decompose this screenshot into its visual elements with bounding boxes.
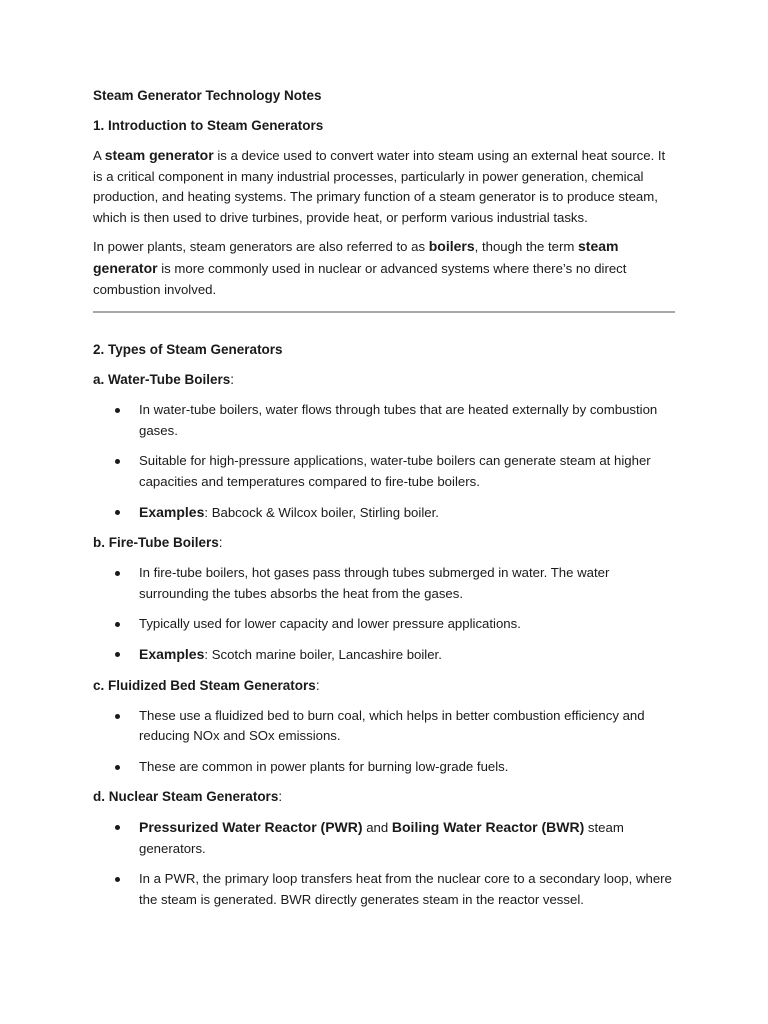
colon: : [315, 677, 320, 693]
list-item [93, 706, 675, 747]
horizontal-divider [93, 311, 675, 313]
subsection-title: a. Water-Tube Boilers [93, 372, 231, 388]
subsection-title: d. Nuclear Steam Generators [93, 789, 279, 805]
list-item [93, 757, 675, 778]
examples-label: Examples [139, 645, 205, 662]
section-1-paragraph-2 [93, 236, 675, 300]
list-item-text: These use a fluidized bed to burn coal, which helps in better combustion efficiency and reducing NOx and SOx emissions. [139, 707, 645, 744]
bold-term: boilers [428, 238, 475, 255]
colon: : [230, 372, 235, 388]
bullet-icon [115, 652, 120, 657]
subsection-nuclear-heading [93, 787, 675, 807]
section-1-heading: 1. Introduction to Steam Generators [93, 118, 324, 133]
list-item [93, 644, 675, 666]
text-run: In power plants, steam generators are also referred to as [93, 239, 429, 255]
document-title: Steam Generator Technology Notes [93, 88, 322, 103]
bullet-icon [115, 571, 120, 576]
list-item [93, 817, 675, 859]
bullet-icon [115, 825, 120, 830]
examples-label: Examples [139, 503, 205, 520]
list-item [93, 502, 675, 524]
bold-term: Pressurized Water Reactor (PWR) [139, 819, 363, 836]
text-run: is a device used to convert water into steam using an external heat source. It is a critical component in many industrial processes, particularly in power generation, chemical production, and heating systems. The primary function of a steam generator is to produce steam, which is then used to drive turbines, provide heat, or perform various industrial tasks. [93, 148, 666, 225]
document-page [93, 86, 675, 911]
colon: : [278, 789, 283, 805]
bold-term: steam generator [104, 147, 214, 163]
bullet-icon [115, 622, 120, 627]
bold-term: Boiling Water Reactor (BWR) [391, 819, 585, 836]
list-item-text: In water-tube boilers, water flows through tubes that are heated externally by combustion gases. [139, 402, 658, 438]
list-item [93, 869, 675, 910]
text-run: A [93, 148, 105, 163]
bullet-icon [115, 765, 120, 770]
subsection-fluidized-bed-heading [93, 676, 675, 696]
water-tube-list [93, 400, 675, 523]
bullet-icon [115, 877, 120, 882]
list-item [93, 451, 675, 492]
nuclear-list [93, 817, 675, 910]
bullet-icon [115, 714, 120, 719]
text-run: , though the term [474, 239, 579, 255]
subsection-title: b. Fire-Tube Boilers [93, 535, 219, 551]
text-run: and [362, 820, 392, 836]
list-item-text: In a PWR, the primary loop transfers heat from the nuclear core to a secondary loop, where the steam is generated. BWR directly generates steam in the reactor vessel. [139, 871, 672, 908]
subsection-water-tube-heading [93, 370, 675, 390]
subsection-title: c. Fluidized Bed Steam Generators [93, 677, 316, 693]
list-item-text: Typically used for lower capacity and lower pressure applications. [139, 616, 521, 632]
list-item-text: Suitable for high-pressure applications, water-tube boilers can generate steam at higher capacities and temperatures compared to fire-tube boilers. [139, 453, 651, 489]
list-item [93, 563, 675, 604]
bold-term: steam generator [93, 238, 619, 276]
list-item-text: These are common in power plants for burning low-grade fuels. [139, 758, 509, 774]
list-item-text: In fire-tube boilers, hot gases pass through tubes submerged in water. The water surrounding the tubes absorbs the heat from the gases. [139, 565, 610, 601]
subsection-fire-tube-heading [93, 533, 675, 553]
section-2-heading: 2. Types of Steam Generators [93, 342, 283, 358]
text-run: steam generators. [139, 820, 624, 856]
list-item [93, 614, 675, 635]
examples-text: : Babcock & Wilcox boiler, Stirling boiler. [204, 504, 439, 520]
section-1-paragraph-1 [93, 145, 675, 228]
fire-tube-list [93, 563, 675, 665]
list-item [93, 400, 675, 441]
text-run: is more commonly used in nuclear or advanced systems where there’s no direct combustion involved. [93, 260, 627, 297]
bullet-icon [115, 408, 120, 413]
fluidized-bed-list [93, 706, 675, 778]
examples-text: : Scotch marine boiler, Lancashire boiler. [204, 646, 442, 662]
bullet-icon [115, 510, 120, 515]
bullet-icon [115, 459, 120, 464]
colon: : [218, 535, 223, 551]
